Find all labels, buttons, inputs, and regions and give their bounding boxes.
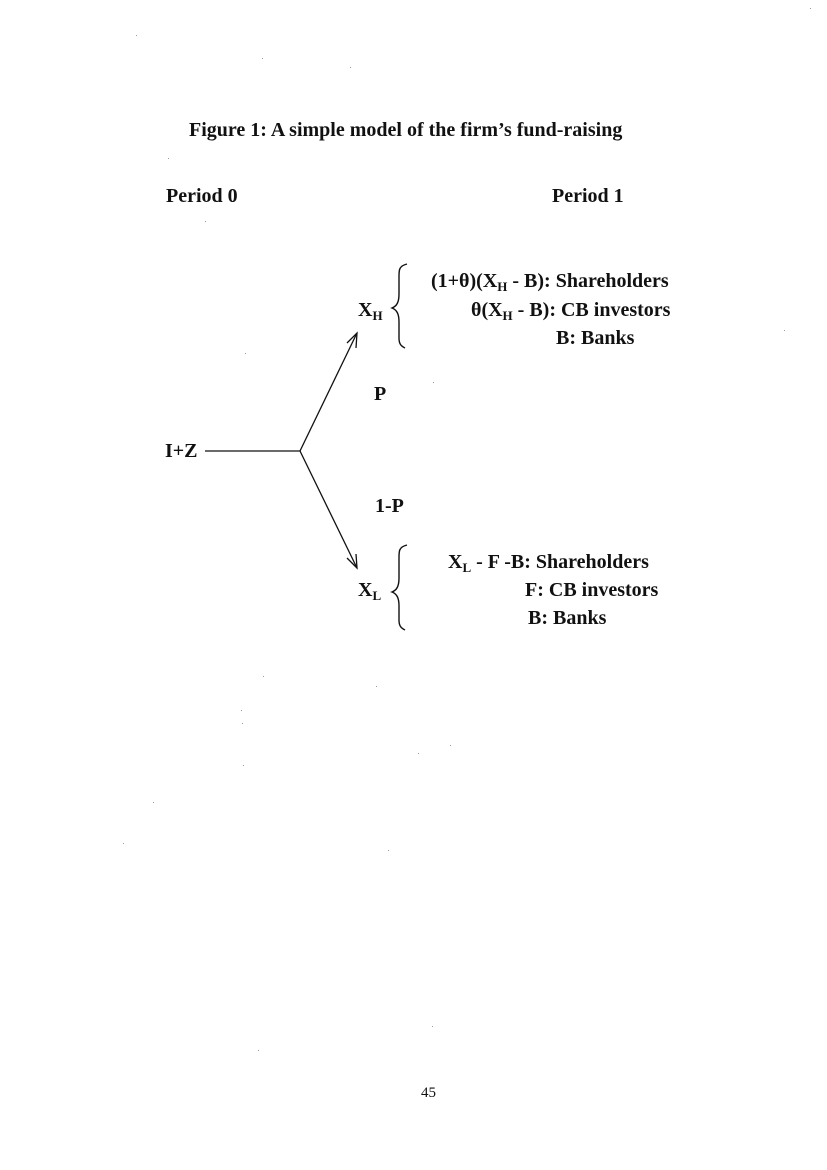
scan-speck	[418, 753, 419, 754]
scan-speck	[350, 67, 351, 68]
scan-speck	[810, 8, 811, 9]
scan-speck	[153, 802, 154, 803]
scan-speck	[168, 158, 169, 159]
payoff-high-cb-investors: $\theta(X_H - B)$: CB investors	[471, 299, 671, 323]
scan-speck	[243, 765, 244, 766]
branch-up-arrowhead	[347, 333, 357, 348]
scan-speck	[205, 221, 206, 222]
payoff-high-shareholders: $(1+\theta)(X_H - B)$: Shareholders	[431, 270, 669, 294]
scan-speck	[123, 843, 124, 844]
root-node-label: I+Z	[165, 440, 198, 462]
scan-speck	[376, 686, 377, 687]
low-outcome-node: $X_L$	[358, 579, 382, 603]
scan-speck	[432, 1026, 433, 1027]
payoff-high-banks: B: Banks	[556, 327, 635, 349]
high-outcome-node: $X_H$	[358, 299, 383, 323]
page-number: 45	[421, 1085, 436, 1101]
scan-speck	[241, 710, 242, 711]
probability-high-label: P	[374, 383, 387, 405]
scan-speck	[450, 745, 451, 746]
probability-low-label: 1-P	[375, 495, 404, 517]
period-0-label: Period 0	[166, 185, 238, 207]
brace-high	[392, 264, 407, 348]
scan-speck	[136, 35, 137, 36]
branch-up-line	[300, 333, 357, 451]
scan-speck	[258, 1050, 259, 1051]
branch-down-line	[300, 451, 357, 568]
scan-speck	[262, 58, 263, 59]
figure-title: Figure 1: A simple model of the firm’s fund-raising	[189, 119, 623, 141]
scan-speck	[784, 330, 785, 331]
payoff-low-banks: B: Banks	[528, 607, 607, 629]
scan-speck	[263, 676, 264, 677]
period-1-label: Period 1	[552, 185, 624, 207]
scan-speck	[388, 850, 389, 851]
payoff-low-shareholders: $X_L$ - F -B: Shareholders	[448, 551, 649, 575]
scan-speck	[433, 382, 434, 383]
branch-down-arrowhead	[347, 554, 357, 568]
scan-speck	[242, 723, 243, 724]
payoff-low-cb-investors: F: CB investors	[525, 579, 659, 601]
brace-low	[392, 545, 407, 630]
scan-speck	[245, 353, 246, 354]
